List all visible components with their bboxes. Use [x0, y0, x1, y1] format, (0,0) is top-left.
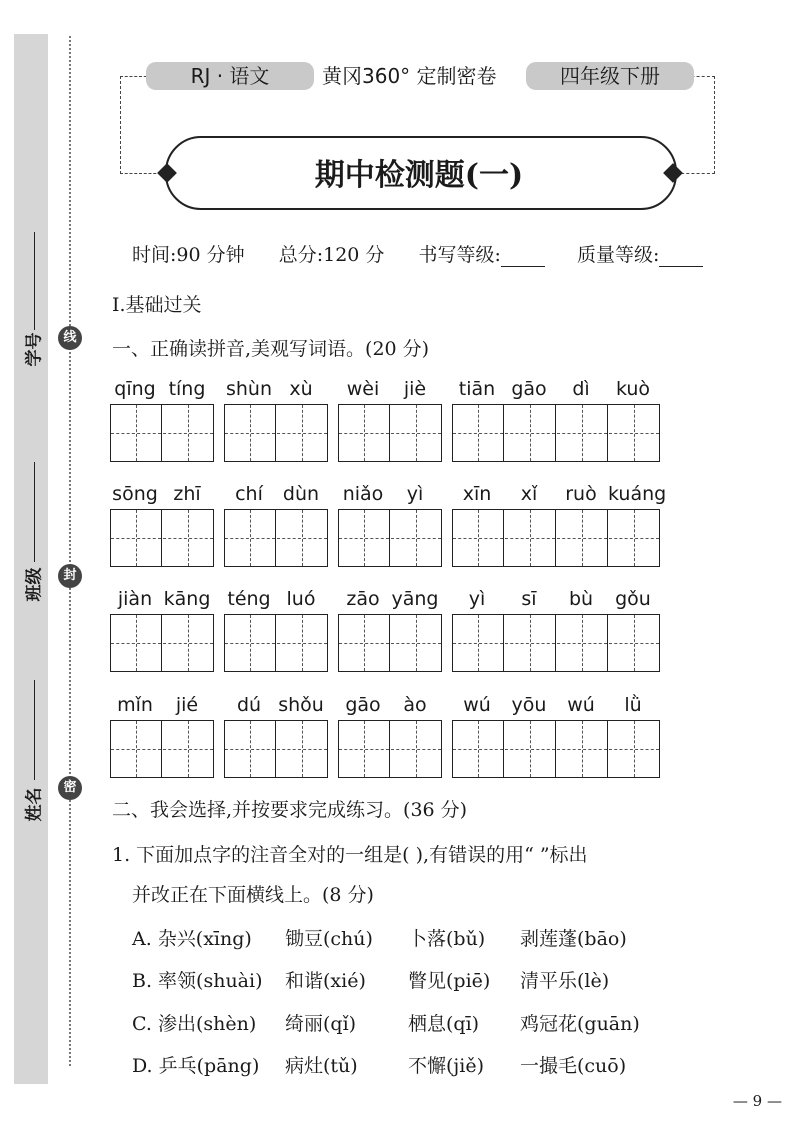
student-id-line — [34, 232, 35, 330]
writing-grid[interactable] — [452, 404, 660, 462]
writing-cell[interactable] — [225, 405, 276, 461]
writing-cell[interactable] — [339, 405, 390, 461]
pinyin-syllable: dú — [236, 694, 262, 716]
option-item: B. 率领(shuài) — [132, 970, 263, 992]
seal-circle-seal: 封 — [58, 564, 82, 588]
quality-grade-blank[interactable] — [659, 248, 703, 267]
pinyin-syllable: niǎo — [342, 483, 384, 505]
name-line — [34, 680, 35, 780]
header-dashed-bracket-right — [676, 76, 715, 174]
writing-cell[interactable] — [163, 510, 213, 566]
writing-grid[interactable] — [224, 404, 328, 462]
seal-circle-secret: 密 — [58, 776, 82, 800]
writing-cell[interactable] — [609, 615, 659, 671]
binding-margin-strip — [14, 34, 48, 1084]
writing-cell[interactable] — [225, 615, 276, 671]
pinyin-syllable: ruò — [565, 483, 597, 505]
writing-cell[interactable] — [453, 510, 504, 566]
question-1-line2: 并改正在下面横线上。(8 分) — [132, 884, 374, 906]
writing-grid[interactable] — [452, 509, 660, 567]
series-name: 黄冈360° 定制密卷 — [322, 64, 497, 88]
pinyin-syllable: chí — [235, 483, 263, 505]
writing-cell[interactable] — [111, 510, 162, 566]
writing-cell[interactable] — [505, 510, 556, 566]
writing-cell[interactable] — [277, 721, 327, 777]
option-item: 绮丽(qǐ) — [285, 1013, 357, 1035]
option-item: D. 乒乓(pāng) — [132, 1055, 260, 1077]
writing-grid[interactable] — [338, 614, 442, 672]
time-info: 时间:90 分钟 — [132, 244, 245, 266]
writing-grid[interactable] — [110, 404, 214, 462]
option-item: 一撮毛(cuō) — [520, 1055, 627, 1077]
page-number: — 9 — — [732, 1092, 782, 1110]
pinyin-syllable: yāng — [391, 588, 439, 610]
writing-cell[interactable] — [391, 721, 441, 777]
option-item: 和谐(xié) — [285, 970, 366, 992]
grade-pill: 四年级下册 — [526, 62, 694, 90]
option-item: 卜落(bǔ) — [408, 928, 486, 950]
writing-cell[interactable] — [609, 510, 659, 566]
writing-cell[interactable] — [339, 510, 390, 566]
writing-grid[interactable] — [110, 509, 214, 567]
writing-cell[interactable] — [609, 405, 659, 461]
pinyin-syllable: wèi — [346, 378, 380, 400]
writing-grid[interactable] — [110, 720, 214, 778]
writing-cell[interactable] — [225, 721, 276, 777]
pinyin-syllable: xǐ — [520, 483, 538, 505]
pinyin-syllable: téng — [227, 588, 271, 610]
option-item: 清平乐(lè) — [520, 970, 610, 992]
writing-cell[interactable] — [111, 615, 162, 671]
writing-cell[interactable] — [557, 615, 608, 671]
writing-cell[interactable] — [391, 510, 441, 566]
writing-cell[interactable] — [557, 510, 608, 566]
pinyin-syllable: gāo — [511, 378, 547, 400]
cut-line — [69, 36, 71, 1066]
student-id-label: 学号 — [24, 332, 45, 367]
pinyin-syllable: kāng — [163, 588, 211, 610]
writing-grid[interactable] — [224, 614, 328, 672]
writing-cell[interactable] — [505, 615, 556, 671]
pinyin-syllable: ào — [403, 694, 427, 716]
pinyin-syllable: tiān — [458, 378, 496, 400]
section2-heading: 二、我会选择,并按要求完成练习。(36 分) — [112, 799, 468, 821]
writing-cell[interactable] — [339, 721, 390, 777]
total-score: 总分:120 分 — [278, 244, 385, 266]
writing-cell[interactable] — [391, 405, 441, 461]
pinyin-syllable: xīn — [462, 483, 492, 505]
pinyin-syllable: gǒu — [615, 588, 651, 610]
writing-cell[interactable] — [163, 615, 213, 671]
class-label: 班级 — [24, 567, 45, 602]
pinyin-syllable: kuáng — [608, 483, 667, 505]
writing-cell[interactable] — [505, 721, 556, 777]
pinyin-syllable: wú — [463, 694, 491, 716]
class-line — [34, 462, 35, 562]
writing-grid[interactable] — [110, 614, 214, 672]
pinyin-syllable: gāo — [345, 694, 381, 716]
writing-cell[interactable] — [225, 510, 276, 566]
subject-pill: RJ · 语文 — [146, 62, 314, 90]
writing-cell[interactable] — [505, 405, 556, 461]
writing-grid[interactable] — [452, 614, 660, 672]
writing-cell[interactable] — [453, 721, 504, 777]
pinyin-syllable: jiè — [403, 378, 427, 400]
writing-grade-blank[interactable] — [501, 248, 545, 267]
pinyin-syllable: tíng — [168, 378, 206, 400]
option-item: C. 渗出(shèn) — [132, 1013, 257, 1035]
part-heading: Ⅰ.基础过关 — [112, 294, 202, 316]
writing-cell[interactable] — [111, 721, 162, 777]
pinyin-syllable: wú — [567, 694, 595, 716]
writing-grid[interactable] — [224, 720, 328, 778]
pinyin-syllable: qīng — [114, 378, 156, 400]
writing-cell[interactable] — [453, 615, 504, 671]
name-label: 姓名 — [24, 787, 45, 822]
page-title: 期中检测题(一) — [314, 158, 524, 193]
pinyin-syllable: sōng — [112, 483, 158, 505]
writing-cell[interactable] — [163, 405, 213, 461]
pinyin-syllable: yōu — [511, 694, 547, 716]
option-item: 剥莲蓬(bāo) — [520, 928, 627, 950]
writing-cell[interactable] — [557, 721, 608, 777]
option-item: A. 杂兴(xīng) — [132, 928, 252, 950]
option-item: 病灶(tǔ) — [285, 1055, 358, 1077]
section1-heading: 一、正确读拼音,美观写词语。(20 分) — [112, 338, 430, 360]
pinyin-syllable: dùn — [282, 483, 320, 505]
writing-cell[interactable] — [609, 721, 659, 777]
pinyin-syllable: bù — [568, 588, 594, 610]
pinyin-syllable: zhī — [173, 483, 201, 505]
pinyin-syllable: yì — [406, 483, 424, 505]
writing-grid[interactable] — [338, 509, 442, 567]
writing-cell[interactable] — [163, 721, 213, 777]
option-item: 锄豆(chú) — [285, 928, 373, 950]
writing-grid[interactable] — [224, 509, 328, 567]
pinyin-syllable: shùn — [225, 378, 273, 400]
writing-grid[interactable] — [338, 720, 442, 778]
pinyin-syllable: jiàn — [117, 588, 153, 610]
writing-cell[interactable] — [277, 405, 327, 461]
pinyin-syllable: sī — [521, 588, 537, 610]
writing-grid[interactable] — [452, 720, 660, 778]
option-item: 不懈(jiě) — [408, 1055, 485, 1077]
pinyin-syllable: dì — [572, 378, 590, 400]
pinyin-syllable: shǒu — [278, 694, 324, 716]
exam-info — [132, 240, 703, 267]
writing-grid[interactable] — [338, 404, 442, 462]
pinyin-syllable: lǜ — [624, 694, 642, 716]
pinyin-syllable: luó — [286, 588, 316, 610]
pinyin-syllable: mǐn — [117, 694, 153, 716]
option-item: 鸡冠花(guān) — [520, 1013, 640, 1035]
pinyin-syllable: yì — [468, 588, 486, 610]
writing-cell[interactable] — [453, 405, 504, 461]
header-dashed-bracket-left — [120, 76, 161, 174]
pinyin-syllable: xù — [289, 378, 313, 400]
question-1-line1: 1. 下面加点字的注音全对的一组是( ),有错误的用“ ”标出 — [112, 844, 588, 866]
option-item: 栖息(qī) — [408, 1013, 480, 1035]
quality-grade-label: 质量等级: — [577, 244, 660, 266]
pinyin-syllable: zāo — [346, 588, 380, 610]
writing-cell[interactable] — [277, 615, 327, 671]
writing-cell[interactable] — [339, 615, 390, 671]
writing-cell[interactable] — [277, 510, 327, 566]
writing-cell[interactable] — [391, 615, 441, 671]
pinyin-syllable: jié — [175, 694, 199, 716]
option-item: 瞥见(piē) — [408, 970, 491, 992]
writing-cell[interactable] — [111, 405, 162, 461]
seal-circle-line: 线 — [58, 326, 82, 350]
pinyin-syllable: kuò — [615, 378, 651, 400]
writing-grade-label: 书写等级: — [418, 244, 501, 266]
writing-cell[interactable] — [557, 405, 608, 461]
